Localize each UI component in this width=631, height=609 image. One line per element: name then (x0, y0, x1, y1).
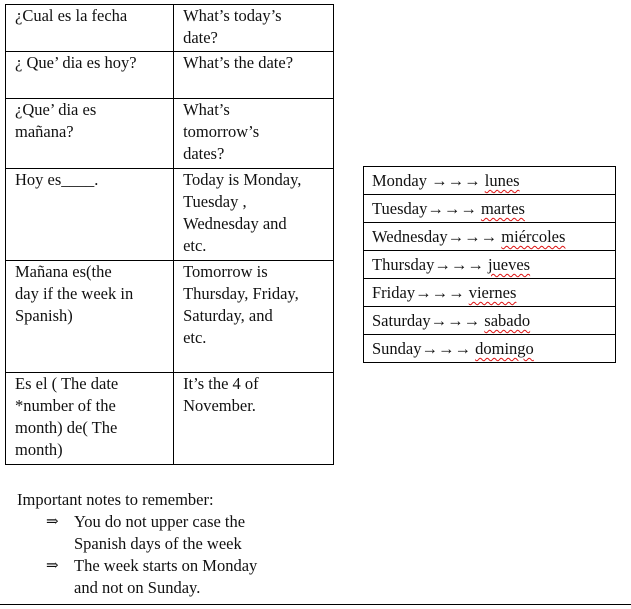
day-cell (364, 335, 616, 363)
notes-list (17, 511, 347, 599)
cell-line: Spanish) (15, 306, 73, 325)
day-cell (364, 223, 616, 251)
cell-line: Tuesday , (183, 192, 247, 211)
cell-line: tomorrow’s (183, 122, 260, 141)
cell-line: What’s the date? (183, 53, 294, 72)
arrow-icon: →→→ (415, 283, 465, 302)
spanish-cell (6, 52, 174, 99)
table-row (6, 261, 334, 373)
table-row (364, 335, 616, 363)
cell-line: Thursday, Friday, (183, 284, 299, 303)
table-row (364, 223, 616, 251)
arrow-icon: →→→ (427, 199, 477, 218)
notes-section (17, 489, 347, 599)
table-row (6, 5, 334, 52)
note-line: Spanish days of the week (74, 534, 242, 553)
day-cell (364, 251, 616, 279)
cell-line: It’s the 4 of (183, 374, 259, 393)
list-item (17, 511, 347, 555)
day-english: Monday (372, 171, 432, 190)
table-row (6, 99, 334, 169)
note-line: and not on Sunday. (74, 578, 201, 597)
cell-line: ¿ Que’ dia es hoy? (15, 53, 137, 72)
table-row (6, 52, 334, 99)
cell-line: etc. (183, 236, 207, 255)
cell-line: Mañana es(the (15, 262, 112, 281)
arrow-icon: →→→ (431, 171, 481, 190)
table-row (364, 279, 616, 307)
cell-line: *number of the (15, 396, 116, 415)
cell-line: date? (183, 28, 218, 47)
day-spanish: lunes (484, 171, 520, 190)
day-spanish: martes (480, 199, 525, 218)
day-english: Tuesday (372, 199, 428, 218)
cell-line: mañana? (15, 122, 74, 141)
table-row (364, 251, 616, 279)
cell-line: What’s (183, 100, 230, 119)
day-cell (364, 279, 616, 307)
note-line: The week starts on Monday (74, 556, 258, 575)
note-line: You do not upper case the (74, 512, 246, 531)
day-spanish: domingo (475, 339, 534, 358)
cell-line: ¿Que’ dia es (15, 100, 97, 119)
double-arrow-icon: ⇒ (46, 558, 59, 574)
day-cell (364, 307, 616, 335)
arrow-icon: →→→ (421, 339, 471, 358)
list-item (17, 555, 347, 599)
cell-line: November. (183, 396, 256, 415)
cell-line: Es el ( The date (15, 374, 119, 393)
arrow-icon: →→→ (434, 255, 484, 274)
phrases-table (5, 4, 334, 465)
cell-line: Saturday, and (183, 306, 273, 325)
double-arrow-icon: ⇒ (46, 514, 59, 530)
day-spanish: viernes (468, 283, 517, 302)
english-cell (174, 52, 334, 99)
day-cell (364, 167, 616, 195)
day-spanish: miércoles (501, 227, 566, 246)
day-cell (364, 195, 616, 223)
notes-heading: Important notes to remember: (17, 490, 214, 509)
table-row (364, 167, 616, 195)
english-cell (174, 169, 334, 261)
day-english: Friday (372, 283, 416, 302)
cell-line: Tomorrow is (183, 262, 268, 281)
table-row (364, 307, 616, 335)
cell-line: dates? (183, 144, 225, 163)
day-spanish: sabado (484, 311, 531, 330)
english-cell (174, 5, 334, 52)
cell-line: Hoy es____. (15, 170, 99, 189)
day-spanish: jueves (487, 255, 531, 274)
spanish-cell (6, 261, 174, 373)
english-cell (174, 373, 334, 465)
spanish-cell (6, 373, 174, 465)
english-cell (174, 99, 334, 169)
spanish-cell (6, 169, 174, 261)
bottom-divider (0, 604, 631, 605)
day-english: Wednesday (372, 227, 448, 246)
spanish-cell (6, 99, 174, 169)
cell-line: etc. (183, 328, 207, 347)
cell-line: What’s today’s (183, 6, 282, 25)
table-row (6, 169, 334, 261)
cell-line: day if the week in (15, 284, 134, 303)
cell-line: month) (15, 440, 63, 459)
cell-line: month) de( The (15, 418, 118, 437)
day-english: Thursday (372, 255, 435, 274)
arrow-icon: →→→ (447, 227, 498, 246)
days-of-week-table (363, 166, 616, 363)
cell-line: Today is Monday, (183, 170, 302, 189)
day-english: Sunday (372, 339, 422, 358)
arrow-icon: →→→ (430, 311, 481, 330)
english-cell (174, 261, 334, 373)
table-row (6, 373, 334, 465)
day-english: Saturday (372, 311, 431, 330)
spanish-cell (6, 5, 174, 52)
cell-line: Wednesday and (183, 214, 287, 233)
cell-line: ¿Cual es la fecha (15, 6, 128, 25)
table-row (364, 195, 616, 223)
